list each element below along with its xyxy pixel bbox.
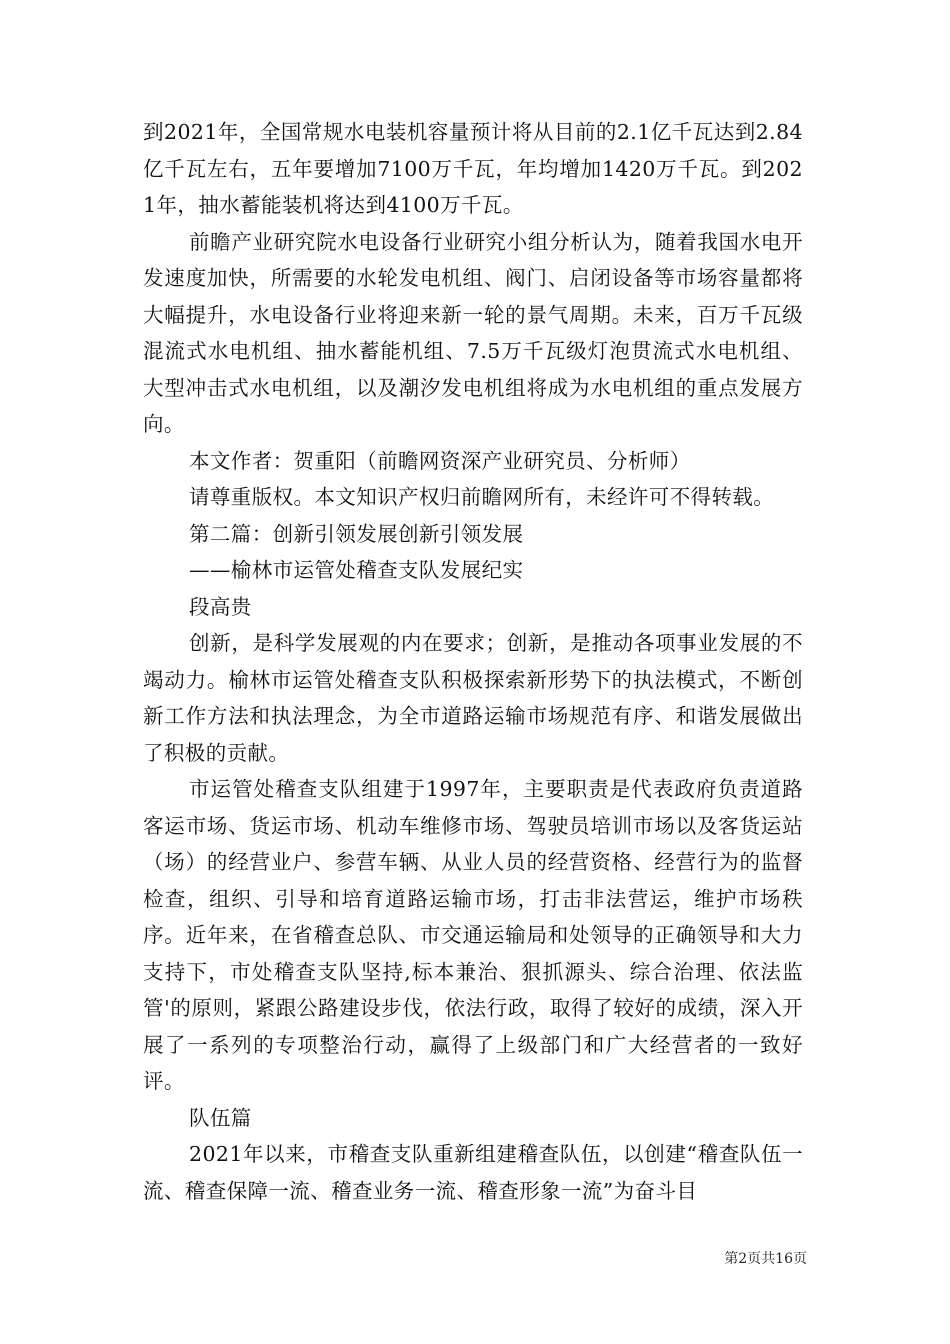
document-body [143, 114, 803, 1209]
paragraph-copyright: 请尊重版权。本文知识产权归前瞻网所有，未经许可不得转载。 [189, 485, 775, 509]
section-subtitle: ——榆林市运管处稽查支队发展纪实 [189, 558, 524, 582]
article-author: 段高贵 [189, 594, 252, 619]
paragraph-innovation: 创新，是科学发展观的内在要求；创新，是推动各项事业发展的不竭动力。榆林市运管处稽查支队积极探索新形势下的执法模式，不断创新工作方法和执法理念，为全市道路运输市场规范有序、和谐发展做出了积极的贡献。 [143, 631, 803, 765]
page-number: 第2页共16页 [724, 1251, 807, 1267]
paragraph-industry-analysis: 前瞻产业研究院水电设备行业研究小组分析认为，随着我国水电开发速度加快，所需要的水轮发电机组、阀门、启闭设备等市场容量都将大幅提升，水电设备行业将迎来新一轮的景气周期。未来，百万千瓦级混流式水电机组、抽水蓄能机组、7.5万千瓦级灯泡贯流式水电机组、大型冲击式水电机组，以及潮汐发电机组将成为水电机组的重点发展方向。 [143, 229, 803, 436]
section-title: 第二篇：创新引领发展创新引领发展 [189, 521, 524, 546]
paragraph-author: 本文作者：贺重阳（前瞻网资深产业研究员、分析师） [189, 448, 691, 473]
paragraph-team-history: 市运管处稽查支队组建于1997年，主要职责是代表政府负责道路客运市场、货运市场、机动车维修市场、驾驶员培训市场以及客货运站（场）的经营业户、参营车辆、从业人员的经营资格、经营行为的监督检查，组织、引导和培育道路运输市场，打击非法营运，维护市场秩序。近年来，在省稽查总队、市交通运输局和处领导的正确领导和大力支持下，市处稽查支队坚持,标本兼治、狠抓源头、综合治理、依法监管'的原则，紧跟公路建设步伐，依法行政，取得了较好的成绩，深入开展了一系列的专项整治行动，赢得了上级部门和广大经营者的一致好评。 [143, 777, 803, 1093]
subsection-heading: 队伍篇 [189, 1105, 252, 1130]
paragraph-team-building: 2021年以来，市稽查支队重新组建稽查队伍，以创建“稽查队伍一流、稽查保障一流、稽查业务一流、稽查形象一流”为奋斗目 [143, 1142, 803, 1203]
paragraph-capacity-forecast: 到2021年，全国常规水电装机容量预计将从目前的2.1亿千瓦达到2.84亿千瓦左右，五年要增加7100万千瓦，年均增加1420万千瓦。到2021年，抽水蓄能装机将达到4100万千瓦。 [143, 120, 803, 217]
